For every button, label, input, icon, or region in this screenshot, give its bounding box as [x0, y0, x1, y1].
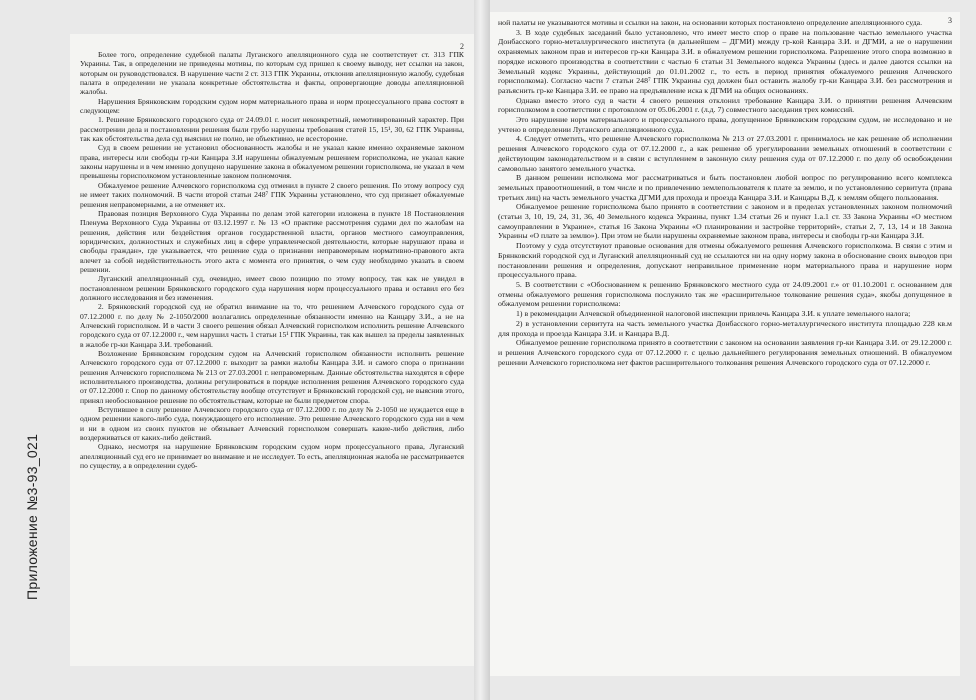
left-page-text: [80, 50, 464, 470]
paragraph: Правовая позиция Верховного Суда Украины по делам этой категории изложена в пункте 18 Постановления Пленума Верховного Суда Украины от 03.12.1997 г. № 13 «О практике рассмотрения судами дел по жалобам на решения, действия или бездействия органов государственной власти, органов местного самоуправления, юридических, должностных и служебных лиц в сфере управленческой деятельности, которые нарушают права и свободы граждан», где указывается, что решение суда о признании неправомерным нормативно-правового акта влечет за собой недействительность этого акта с момента его принятия, о чем суду необходимо указать в своем решении.: [80, 208, 464, 274]
paragraph: Возложение Брянковским городским судом на Алчевский горисполком обязанности исполнить решение Алчевского городского суда от 07.12.2000 г. выходит за рамки жалобы Канцара З.И. и самого спора о признании решения Алчевского горисполкома № 213 от 27.03.2001 г. неправомерным. Данные обстоятельства находятся в сфере исполнительного производства, должны регулироваться в порядке исполнения решения Алчевского городского суда от 07.12.2000 г. Спор по данному обстоятельству вообще отсутствует и Брянковский городской суд, не выяснив этого, принял необоснованное решение по обстоятельствам, которые не были предметом спора.: [80, 349, 464, 405]
paragraph: 4. Следует отметить, что решение Алчевского горисполкома № 213 от 27.03.2001 г. принималось не как решение об исполнении решения Алчевского городского суда от 07.12.2000 г., а как решение об урегулировании земельных отношений в соответствии с действующим законодательством и в связи с вступлением в законную силу решения суда от 07.12.2000 г. по делу об освобождении самовольно занятого земельного участка.: [498, 134, 952, 173]
paragraph: ной палаты не указываются мотивы и ссылки на закон, на основании которых постановлено определение апелляционного суда.: [498, 18, 923, 27]
page-number: 2: [460, 42, 464, 51]
paragraph: Суд в своем решении не установил обоснованность жалобы и не указал какие именно охраняемые законом права, интересы или свободы гр-ки Канцара З.И нарушены обжалуемым решением горисполкома, не указал какие законы нарушены и в чем именно допущено нарушение закона в обжалуемом решении горисполкома, не указал в чем превышены горисполкомом установленные законом полномочия.: [80, 143, 464, 181]
paragraph: 1) в рекомендации Алчевской объединенной налоговой инспекции привлечь Канцара З.И. к уплате земельного налога;: [516, 309, 911, 319]
side-annotation: [4, 350, 64, 600]
paragraph: 3. В ходе судебных заседаний было установлено, что имеет место спор о праве на пользование частью земельного участка Донбасского горно-металлургического института (в дальнейшем – ДГМИ) между гр-кой Канцара З.И. и ДГМИ, а не о нарушении охраняемых законом прав и интересов гр-ки Канцара З.И. в обжалуемом решении горисполкома. Разрешение этого спора возможно в порядке искового производства в соответствии с частью 6 статьи 31 Земельного кодекса Украины (здесь и далее даются ссылки на Земельный кодекс Украины, действующий до 01.01.2002 г., то есть в период принятия обжалуемого решения Алчевского горисполкома). Согласно части 7 статьи 248⁷ ГПК Украины суд должен был оставить жалобу гр-ки Канцара З.И. без рассмотрения и разъяснить гр-ке Канцара З.И. ее право на предъявление иска к ДГМИ на общих основаниях.: [498, 27, 952, 95]
paragraph: Поэтому у суда отсутствуют правовые основания для отмены обжалуемого решения Алчевского горисполкома. В связи с этим и Брянковский городской суд и Луганский апелляционный суд не ссылаются ни на одну норму закона в обоснование своих выводов при постановлении решения и определения, допускают неправильное применение норм материального права и нарушение норм процессуального права.: [498, 241, 952, 280]
paragraph: Однако, несмотря на нарушение Брянковским городским судом норм процессуального права, Луганский апелляционный суд его не принимает во внимание и не исследует. То есть, апелляционная жалоба не рассматривается по существу, а в определении судеб-: [80, 442, 464, 471]
paragraph: 1. Решение Брянковского городского суда от 24.09.01 г. носит неконкретный, немотивированный характер. При рассмотрении дела и постановлении решения были грубо нарушены требования статей 15, 15¹, 30, 62 ГПК Украины, так как обстоятельства дела суд выяснил не полно, не объективно, не всесторонне.: [80, 115, 464, 144]
paragraph: Луганский апелляционный суд, очевидно, имеет свою позицию по этому вопросу, так как не увидел в постановленном решении Брянковского городского суда нарушения норм процессуального права и оставил его без должного исследования и без изменения.: [80, 274, 464, 302]
paragraph: Однако вместо этого суд в части 4 своего решения отклонил требование Канцара З.И. о принятии решения Алчевским горисполкомом в соответствии с протоколом от 05.06.2001 г. (л.д. 7) совместного заседания трех комиссий.: [498, 95, 952, 115]
paragraph: Обжалуемое решение Алчевского горисполкома суд отменил в пункте 2 своего решения. По этому вопросу суд не имеет таких полномочий. В части второй статьи 248⁷ ГПК Украины установлено, что суд признает обжалуемые решения неправомерными, а не отменяет их.: [80, 180, 464, 209]
paragraph: 5. В соответствии с «Обоснованием к решению Брянковского местного суда от 24.09.2001 г.» от 01.10.2001 г. основанием для отмены обжалуемого решения горисполкома послужило так же «расширительное толкование решения суда», якобы допущенное в обжалуемом решении горисполкома:: [498, 279, 952, 309]
paragraph: Более того, определение судебной палаты Луганского апелляционного суда не соответствует ст. 313 ГПК Украины. Так, в определении не приведены мотивы, по которым суд пришел к своему выводу, нет ссылки на закон, которым он руководствовался. В нарушение части 2 ст. 313 ГПК Украины, отклонив апелляционную жалобу, судебная палата в определении не указала конкретные обстоятельства и факты, опровергающие доводы апелляционной жалобы.: [80, 50, 464, 97]
paragraph: Нарушения Брянковским городским судом норм материального права и норм процессуального права состоят в следующем:: [80, 96, 464, 116]
paragraph: В данном решении исполкома мог рассматриваться и быть постановлен любой вопрос по регулированию всего комплекса земельных правоотношений, в том числе и по привлечению землепользователя к плате за землю, и по установлению сервитута (права третьих лиц) на часть земельного участка ДГМИ для прохода и проезда Канцара З.И. и Канцары В.Д. к землям общего пользования.: [498, 173, 952, 202]
paragraph: Это нарушение норм материального и процессуального права, допущенное Брянковским городским судом, не исследовано и не учтено в определении Луганского апелляционного суда.: [498, 115, 952, 134]
paragraph: Обжалуемое решение горисполкома принято в соответствии с законом на основании заявления гр-ки Канцара З.И. от 29.12.2000 г. и решения Алчевского городского суда от 07.12.2000 г. с целью дальнейшего регулирования земельных отношений. В обжалуемом решении Алчевского горисполкома нет фактов расширительного толкования решения Алчевского городского суда от 07.12.2000 г.: [498, 338, 952, 367]
paragraph: 2. Брянковский городской суд не обратил внимание на то, что решением Алчевского городского суда от 07.12.2000 г. по делу № 2-1050/2000 возлагались определенные обязанности именно на Канцару З.И., а не на Алчевский горисполком. И в части 3 своего решения обязал Алчевский горисполком исполнить решение Алчевского городского суда от 07.12.2000 г., чем нарушил часть 1 статьи 15¹ ГПК Украины, так как вышел за пределы заявленных в жалобе гр-ки Канцара З.И. требований.: [80, 302, 464, 349]
appendix-label: Приложение №3-93_021: [24, 433, 40, 600]
paragraph: Вступившее в силу решение Алчевского городского суда от 07.12.2000 г. по делу № 2-1050 не нуждается еще в одном решении какого-либо суда, понуждающего его исполнение. Это решение Алчевского городского суда ни в чем и ни в одном из своих пунктов не обязывает Алчевский горисполком совершать какие-либо действия, либо воздерживаться от каких-либо действий.: [80, 405, 464, 443]
paragraph: 2) в установлении сервитута на часть земельного участка Донбасского горно-металлургического института площадью 228 кв.м для прохода и проезда Канцара З.И. и Канцара В.Д.: [498, 318, 952, 338]
left-page: [70, 34, 474, 666]
right-page: [490, 12, 960, 676]
page-gutter: [474, 0, 490, 700]
page-number: 3: [948, 16, 952, 25]
right-page-text: [498, 18, 952, 367]
paragraph: Обжалуемое решение горисполкома было принято в соответствии с законом и в пределах установленных законом полномочий (статьи 3, 10, 19, 24, 31, 36, 40 Земельного кодекса Украины, пункт 1.34 статьи 26 и пункт 1.а.1 ст. 33 Закона Украины «О местном самоуправлении в Украине», статья 16 Закона Украины «О планировании и застройке территорий», статьи 2, 7, 13, 14 и 18 Закона Украины «О плате за землю»). При этом не были нарушены охраняемые законом права, интересы и свободы гр-ки Канцара З.И.: [498, 202, 952, 241]
